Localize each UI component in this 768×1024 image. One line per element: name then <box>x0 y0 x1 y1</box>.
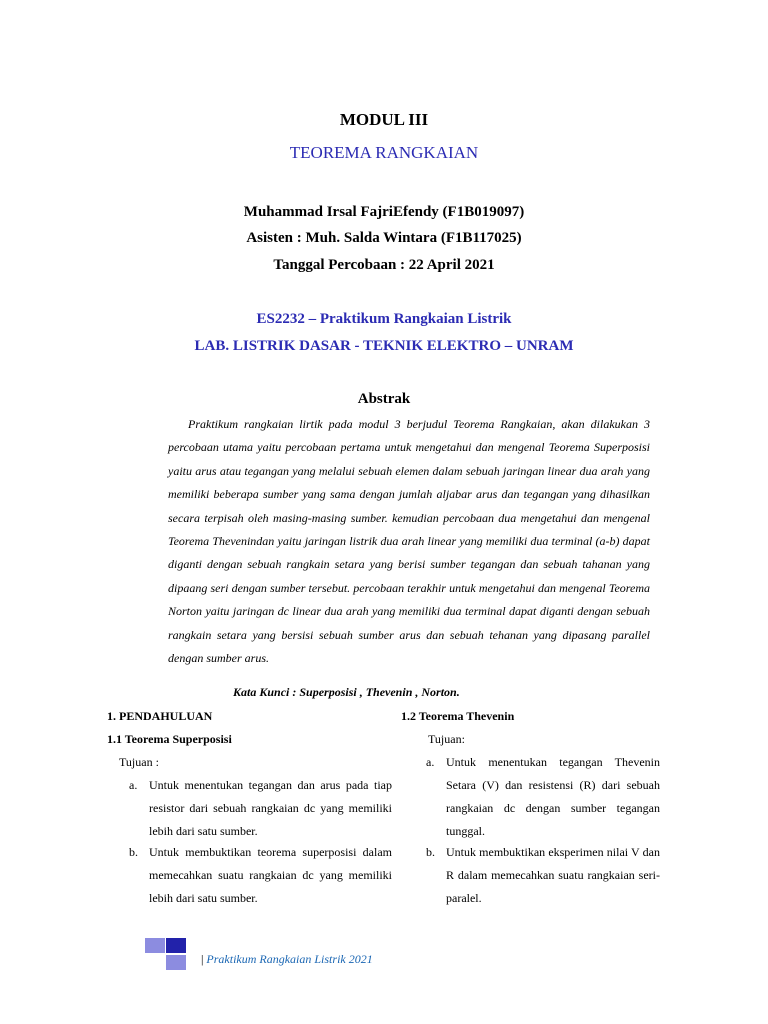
footer-square-dark <box>166 938 186 953</box>
course-code: ES2232 – Praktikum Rangkaian Listrik <box>256 311 512 327</box>
list-item <box>129 774 392 843</box>
lab-name: LAB. LISTRIK DASAR - TEKNIK ELEKTRO – UNRAM <box>194 338 574 354</box>
list-item <box>426 841 660 910</box>
tujuan-label-right: Tujuan: <box>428 732 465 746</box>
list-text: Untuk membuktikan teorema superposisi dalam memecahkan suatu rangkaian dc yang memiliki lebih dari satu sumber. <box>149 845 392 905</box>
list-marker: b. <box>426 845 435 859</box>
footer-square-light <box>166 955 186 970</box>
list-marker: a. <box>129 778 138 792</box>
list-text: Untuk membuktikan eksperimen nilai V dan R dalam memecahkan suatu rangkaian seri-paralel. <box>446 845 660 905</box>
footer-square-light <box>145 938 165 953</box>
list-item <box>129 841 392 910</box>
list-marker: b. <box>129 845 138 859</box>
list-item <box>426 751 660 843</box>
date-line: Tanggal Percobaan : 22 April 2021 <box>273 257 495 273</box>
footer-separator: | <box>201 952 204 966</box>
module-title: MODUL III <box>339 110 429 129</box>
author-line: Muhammad Irsal FajriEfendy (F1B019097) <box>243 204 525 220</box>
list-marker: a. <box>426 755 435 769</box>
footer-text: Praktikum Rangkaian Listrik 2021 <box>206 952 373 966</box>
module-topic: TEOREMA RANGKAIAN <box>289 143 479 162</box>
tujuan-label-left: Tujuan : <box>119 755 159 769</box>
abstract-heading: Abstrak <box>357 391 411 407</box>
keywords: Kata Kunci : Superposisi , Thevenin , Norton. <box>233 685 460 699</box>
assistant-line: Asisten : Muh. Salda Wintara (F1B117025) <box>246 230 522 246</box>
abstract-body: Praktikum rangkaian lirtik pada modul 3 berjudul Teorema Rangkaian, akan dilakukan 3 percobaan utama yaitu percobaan pertama untuk mengetahui dan mengenal Teorema Superposisi yaitu arus atau tegangan yang melalui sebuah elemen dalam sebuah jaringan linear dua arah yang memiliki beberapa sumber yang sama dengan jumlah aljabar arus dan tegangan yang dihasilkan secara terpisah oleh masing-masing sumber. kemudian percobaan dua mengetahui dan mengenal Teorema Thevenindan yaitu jaringan listrik dua arah linear yang memiliki dua terminal (a-b) dapat diganti dengan sebuah rangkain setara yang berisi sumber tegangan dan sebuah tahanan yang dipaang seri dengan sumber tersebut. percobaan terakhir untuk mengetahui dan mengenal Teorema Norton yaitu jaringan dc linear dua arah yang memiliki dua terminal dapat diganti dengan sebuah rangkain setara yang bersisi sebuah sumber arus dan sebuah tehanan yang dipasang parallel dengan sumber arus. <box>168 417 650 666</box>
subsection-thevenin: 1.2 Teorema Thevenin <box>401 709 515 723</box>
list-text: Untuk menentukan tegangan dan arus pada tiap resistor dari sebuah rangkaian dc yang memiliki lebih dari satu sumber. <box>149 778 392 838</box>
section-heading: 1. PENDAHULUAN <box>107 709 213 723</box>
footer-line <box>201 952 373 967</box>
subsection-superposisi: 1.1 Teorema Superposisi <box>107 732 232 746</box>
list-text: Untuk menentukan tegangan Thevenin Setara (V) dan resistensi (R) dari sebuah rangkaian dc dengan sumber tegangan tunggal. <box>446 755 660 838</box>
